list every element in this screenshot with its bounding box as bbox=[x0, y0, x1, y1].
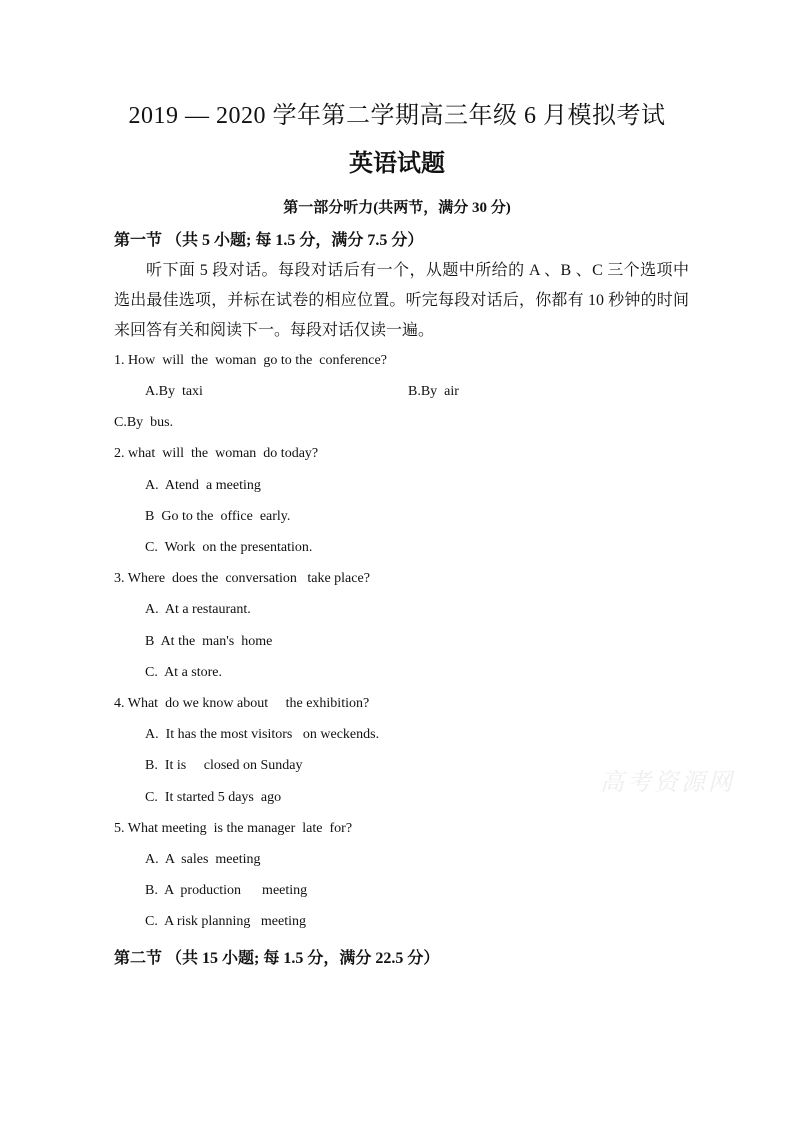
question-3: 3. Where does the conversation take place? bbox=[114, 571, 370, 586]
question-5-option-a: A. A sales meeting bbox=[145, 852, 261, 867]
question-5-option-b: B. A production meeting bbox=[145, 883, 308, 898]
question-2-option-a: A. Atend a meeting bbox=[145, 478, 261, 493]
question-1-option-b: B.By air bbox=[408, 384, 459, 399]
question-1: 1. How will the woman go to the conference? bbox=[114, 353, 387, 368]
question-1-option-c: C.By bus. bbox=[114, 415, 174, 430]
question-4: 4. What do we know about the exhibition? bbox=[114, 696, 370, 711]
question-3-option-a: A. At a restaurant. bbox=[145, 602, 251, 617]
question-2: 2. what will the woman do today? bbox=[114, 446, 319, 461]
question-2-option-b: B Go to the office early. bbox=[145, 509, 291, 524]
question-5: 5. What meeting is the manager late for? bbox=[114, 821, 353, 836]
question-2-option-c: C. Work on the presentation. bbox=[145, 540, 313, 555]
question-3-option-c: C. At a store. bbox=[145, 665, 222, 680]
watermark: 高考资源网 bbox=[600, 770, 735, 796]
question-3-option-b: B At the man's home bbox=[145, 634, 273, 649]
section-1-instruction: 听下面 5 段对话。每段对话后有一个，从题中所给的 A 、B 、C 三个选项中选出最佳选项，并标在试卷的相应位置。听完每段对话后，你都有 10 秒钟的时间来回答有关和阅读下一。每段对话仅读一遍。 bbox=[114, 262, 689, 339]
exam-title: 2019 — 2020 学年第二学期高三年级 6 月模拟考试 bbox=[128, 103, 666, 129]
part-heading: 第一部分听力(共两节，满分 30 分) bbox=[283, 200, 511, 216]
exam-subtitle: 英语试题 bbox=[349, 151, 445, 177]
question-4-option-a: A. It has the most visitors on weckends. bbox=[145, 727, 380, 742]
section-2-heading: 第二节 （共 15 小题; 每 1.5 分，满分 22.5 分） bbox=[114, 950, 440, 967]
section-1-heading: 第一节 （共 5 小题; 每 1.5 分，满分 7.5 分） bbox=[114, 232, 424, 249]
question-5-option-c: C. A risk planning meeting bbox=[145, 914, 306, 929]
question-4-option-c: C. It started 5 days ago bbox=[145, 790, 282, 805]
question-1-option-a: A.By taxi bbox=[145, 384, 203, 399]
question-4-option-b: B. It is closed on Sunday bbox=[145, 758, 303, 773]
